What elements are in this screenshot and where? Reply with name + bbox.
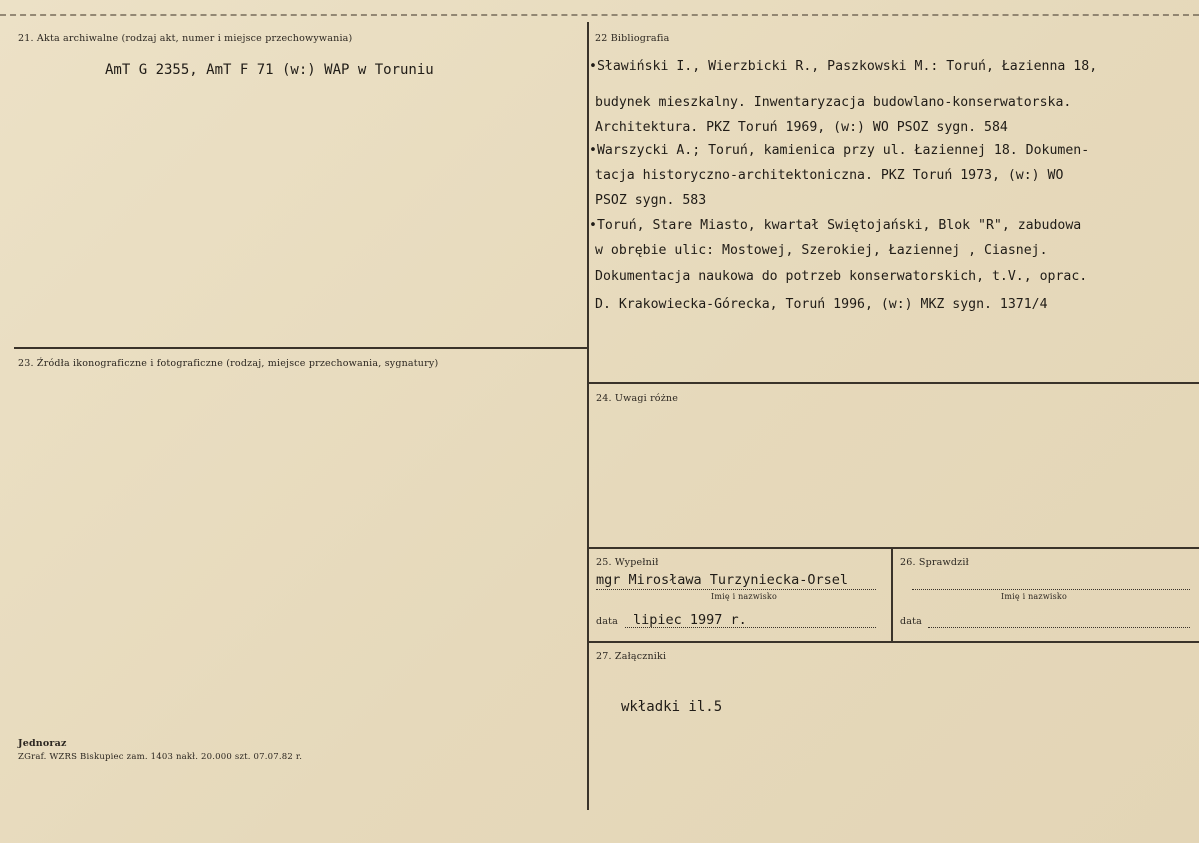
bibliography-line: •Toruń, Stare Miasto, kwartał Swiętojański, Blok "R", zabudowa bbox=[589, 218, 1082, 233]
filled-by-name-caption: Imię i nazwisko bbox=[711, 592, 777, 601]
footer-title: Jednoraz bbox=[18, 738, 67, 749]
bibliography-line: PSOZ sygn. 583 bbox=[595, 193, 707, 208]
bibliography-line: budynek mieszkalny. Inwentaryzacja budowlano-konserwatorska. bbox=[595, 95, 1072, 110]
rule-24-25 bbox=[588, 547, 1199, 549]
filled-by-date: lipiec 1997 r. bbox=[633, 612, 747, 628]
section-25-label: 25. Wypełnił bbox=[596, 557, 659, 568]
section-26-label: 26. Sprawdził bbox=[900, 557, 969, 568]
section-23-label: 23. Źródła ikonograficzne i fotograficzne (rodzaj, miejsce przechowania, sygnatury) bbox=[18, 358, 439, 369]
footer-print-info: ZGraf. WZRS Biskupiec zam. 1403 nakł. 20.000 szt. 07.07.82 r. bbox=[18, 752, 303, 762]
bibliography-line: •Warszycki A.; Toruń, kamienica przy ul. Łaziennej 18. Dokumen- bbox=[589, 143, 1090, 158]
checked-by-name-caption: Imię i nazwisko bbox=[1001, 592, 1067, 601]
filled-by-name-line bbox=[596, 589, 876, 590]
filled-by-date-line bbox=[625, 627, 876, 628]
section-22-label: 22 Bibliografia bbox=[595, 33, 670, 44]
section-21-label: 21. Akta archiwalne (rodzaj akt, numer i miejsce przechowywania) bbox=[18, 33, 353, 44]
checked-by-date-label: data bbox=[900, 616, 923, 627]
archival-records-value: AmT G 2355, AmT F 71 (w:) WAP w Toruniu bbox=[105, 62, 434, 78]
bibliography-line: tacja historyczno-architektoniczna. PKZ Toruń 1973, (w:) WO bbox=[595, 168, 1064, 183]
rule-25-27 bbox=[588, 641, 1199, 643]
filled-by-name: mgr Mirosława Turzyniecka-Orsel bbox=[596, 572, 848, 588]
section-24-label: 24. Uwagi różne bbox=[596, 393, 679, 404]
filled-by-date-label: data bbox=[596, 616, 619, 627]
vertical-divider bbox=[587, 22, 589, 810]
bibliography-line: Dokumentacja naukowa do potrzeb konserwatorskich, t.V., oprac. bbox=[595, 269, 1088, 284]
checked-by-name-line bbox=[912, 589, 1190, 590]
section-27-label: 27. Załączniki bbox=[596, 651, 667, 662]
bibliography-line: w obrębie ulic: Mostowej, Szerokiej, Łaziennej , Ciasnej. bbox=[595, 243, 1048, 258]
attachments-value: wkładki il.5 bbox=[621, 699, 723, 715]
bibliography-line: D. Krakowiecka-Górecka, Toruń 1996, (w:) MKZ sygn. 1371/4 bbox=[595, 297, 1048, 312]
rule-21-23 bbox=[14, 347, 588, 349]
checked-by-date-line bbox=[928, 627, 1190, 628]
bibliography-line: •Sławiński I., Wierzbicki R., Paszkowski M.: Toruń, Łazienna 18, bbox=[589, 59, 1098, 74]
rule-25-26-divider bbox=[891, 548, 893, 642]
bibliography-line: Architektura. PKZ Toruń 1969, (w:) WO PSOZ sygn. 584 bbox=[595, 120, 1008, 135]
rule-22-24 bbox=[588, 382, 1199, 384]
perforation-edge bbox=[0, 0, 1199, 16]
